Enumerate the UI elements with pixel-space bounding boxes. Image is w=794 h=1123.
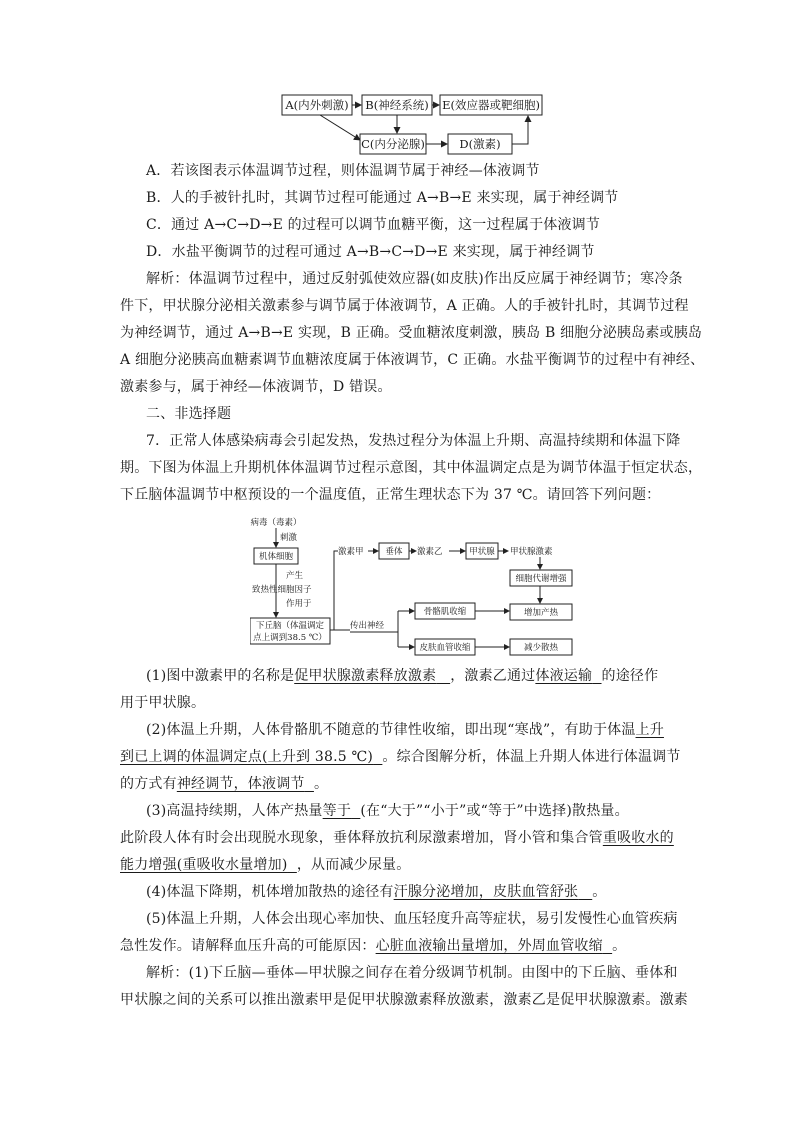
option-a: A．若该图表示体温调节过程，则体温调节属于神经—体液调节 xyxy=(146,163,540,179)
option-b: B．人的手被针扎时，其调节过程可能通过 A→B→E 来实现，属于神经调节 xyxy=(146,190,619,206)
body-cell-label: 机体细胞 xyxy=(258,552,294,562)
arrow-a-c xyxy=(320,115,360,140)
fever-regulation-diagram xyxy=(250,515,590,657)
hormone-a-path xyxy=(334,551,338,630)
answer-2-fill-a: 上升 xyxy=(635,722,664,738)
answer-5-cont: 急性发作。请解释血压升高的可能原因：心脏血液输出量增加，外周血管收缩 。 xyxy=(120,938,627,954)
answer-1-cont: 用于甲状腺。 xyxy=(120,695,206,711)
muscle-label: 骨骼肌收缩 xyxy=(423,607,467,617)
heat-up-label: 增加产热 xyxy=(523,608,559,618)
answer-2-fill-c: 神经调节，体液调节 xyxy=(176,776,305,792)
analysis2-line: 甲状腺之间的关系可以推出激素甲是促甲状腺激素释放激素，激素乙是促甲状腺激素。激素 xyxy=(120,992,688,1008)
virus-label: 病毒（毒素） xyxy=(250,518,302,528)
node-e xyxy=(440,95,542,115)
analysis2-line: 解析：(1)下丘脑—垂体—甲状腺之间存在着分级调节机制。由图中的下丘脑、垂体和 xyxy=(146,965,678,981)
hormone-b-label: 激素乙 xyxy=(417,547,443,557)
node-d xyxy=(448,134,512,154)
svg-text:A(内外刺激): A(内外刺激) xyxy=(285,98,349,112)
heat-down-label: 减少散热 xyxy=(523,643,559,653)
q7-stem-line: 期。下图为体温上升期机体体温调节过程示意图，其中体温调定点是为调节体温于恒定状态， xyxy=(120,460,703,476)
pyrogen-label: 致热性细胞因子 xyxy=(252,585,312,595)
q7-stem-line: 7．正常人体感染病毒会引起发热，发热过程分为体温上升期、高温持续期和体温下降 xyxy=(146,433,681,449)
option-c: C．通过 A→C→D→E 的过程可以调节血糖平衡，这一过程属于体液调节 xyxy=(146,217,601,233)
metabolism-label: 细胞代谢增强 xyxy=(515,574,567,584)
answer-3-fill-b: 重吸收水的 xyxy=(602,830,674,846)
answer-2-cont: 到已上调的体温调定点(上升到 38.5 ℃) 。综合图解分析，体温上升期人体进行体温调节 xyxy=(120,749,681,765)
option-d: D．水盐平衡调节的过程可通过 A→B→C→D→E 来实现，属于神经调节 xyxy=(146,244,595,260)
stimulate-label: 刺激 xyxy=(280,533,298,543)
answer-2: (2)体温上升期，人体骨骼肌不随意的节律性收缩，即出现“寒战”，有助于体温上升 xyxy=(146,722,664,738)
answer-1-fill-b: 体液运输 xyxy=(535,668,593,684)
hypothalamus-label-1: 下丘脑（体温调定 xyxy=(255,621,325,631)
analysis1-line: A 细胞分泌胰高血糖素调节血糖浓度属于体液调节，C 正确。水盐平衡调节的过程中有神经、 xyxy=(120,352,705,368)
answer-1: (1)图中激素甲的名称是促甲状腺激素释放激素 ，激素乙通过体液运输 的途径作 xyxy=(146,668,659,684)
act-on-label: 作用于 xyxy=(286,599,312,609)
hormone-a-label: 激素甲 xyxy=(338,547,364,557)
pituitary-label: 垂体 xyxy=(385,547,403,557)
produce-label: 产生 xyxy=(286,571,304,581)
answer-3-cont: 此阶段人体有时会出现脱水现象，垂体释放抗利尿激素增加，肾小管和集合管重吸收水的 xyxy=(120,830,674,846)
answer-5: (5)体温上升期，人体会出现心率加快、血压轻度升高等症状，易引发慢性心血管疾病 xyxy=(146,911,678,927)
arrow-d-e xyxy=(512,116,528,144)
analysis1-line: 解析：体温调节过程中，通过反射弧使效应器(如皮肤)作出反应属于神经调节；寒冷条 xyxy=(146,271,683,287)
answer-2-cont2: 的方式有神经调节，体液调节 。 xyxy=(120,776,329,792)
svg-text:C(内分泌腺): C(内分泌腺) xyxy=(361,137,425,151)
hypothalamus-label-2: 点上调到38.5 ℃） xyxy=(253,633,327,643)
answer-4-fill: 汗腺分泌增加，皮肤血管舒张 xyxy=(393,884,579,900)
answer-2-fill-b: 到已上调的体温调定点(上升到 38.5 ℃) xyxy=(120,749,374,765)
answer-3-cont2: 能力增强(重吸收水量增加) ，从而减少尿量。 xyxy=(120,857,411,873)
svg-text:B(神经系统): B(神经系统) xyxy=(365,98,429,112)
analysis1-line: 件下，甲状腺分泌相关激素参与调节属于体液调节，A 正确。人的手被针扎时，其调节过程 xyxy=(120,298,689,314)
answer-3-fill-a: 等于 xyxy=(322,803,352,819)
thyroxine-label: 甲状腺激素 xyxy=(510,547,553,557)
node-c xyxy=(360,134,426,154)
regulation-flow-diagram xyxy=(280,92,550,156)
svg-text:D(激素): D(激素) xyxy=(459,137,501,151)
answer-3: (3)高温持续期，人体产热量等于 (在“大于”“小于”或“等于”中选择)散热量。 xyxy=(146,803,629,819)
analysis1-line: 激素参与，属于神经—体液调节，D 错误。 xyxy=(120,379,392,395)
analysis1-line: 为神经调节，通过 A→B→E 实现，B 正确。受血糖浓度刺激，胰岛 B 细胞分泌胰岛素或胰岛 xyxy=(120,325,703,341)
answer-4: (4)体温下降期，机体增加散热的途径有汗腺分泌增加，皮肤血管舒张 。 xyxy=(146,884,607,900)
svg-text:E(效应器或靶细胞): E(效应器或靶细胞) xyxy=(442,98,540,112)
thyroid-label: 甲状腺 xyxy=(469,547,495,557)
answer-5-fill: 心脏血液输出量增加，外周血管收缩 xyxy=(375,938,603,954)
vessel-label: 皮肤血管收缩 xyxy=(419,643,471,653)
node-b xyxy=(362,95,432,115)
efferent-nerve-label: 传出神经 xyxy=(350,621,385,631)
section-heading: 二、非选择题 xyxy=(146,406,232,422)
q7-stem-line: 下丘脑体温调节中枢预设的一个温度值，正常生理状态下为 37 ℃。请回答下列问题： xyxy=(120,487,661,503)
node-a xyxy=(282,95,352,115)
answer-3-fill-c: 能力增强(重吸收水量增加) xyxy=(120,857,288,873)
answer-1-fill-a: 促甲状腺激素释放激素 xyxy=(294,668,437,684)
